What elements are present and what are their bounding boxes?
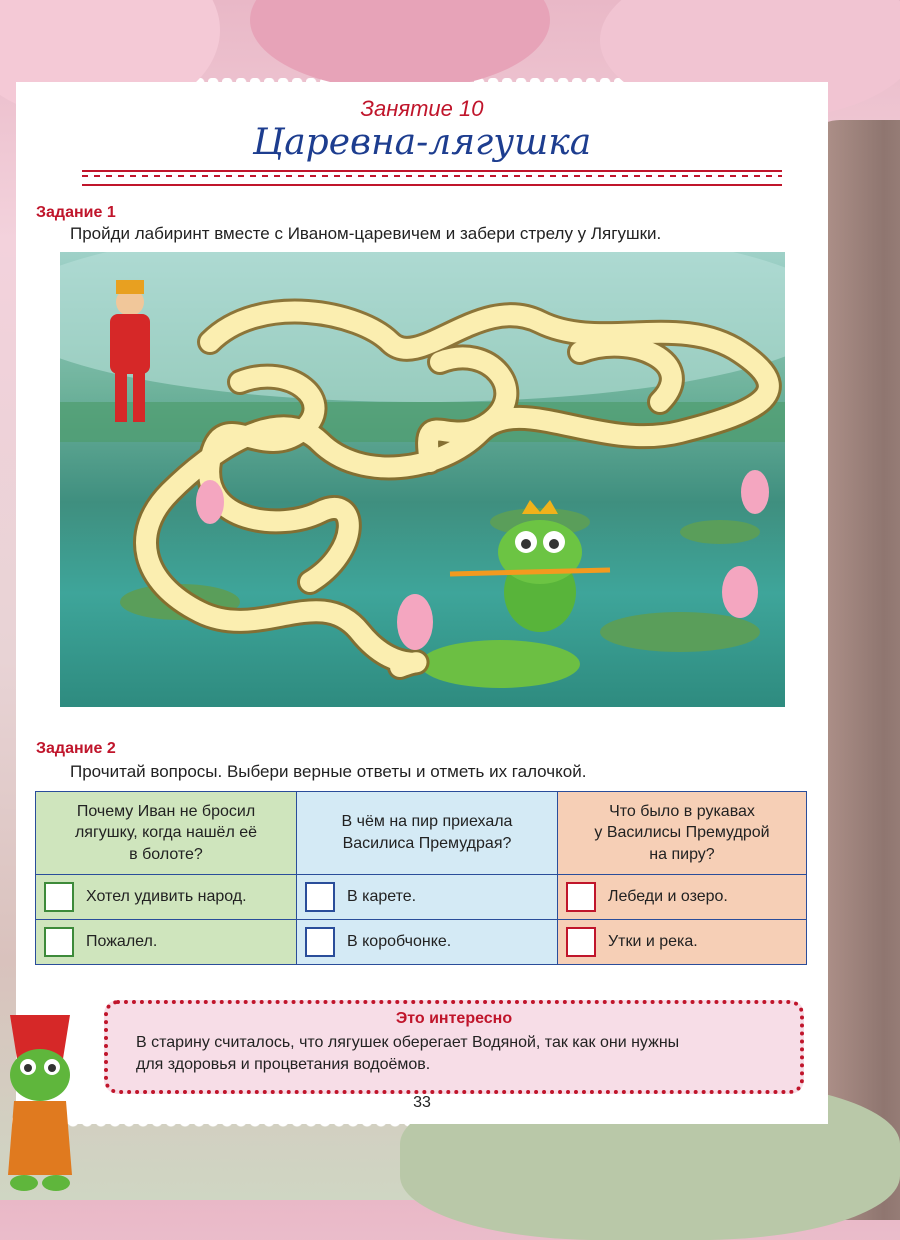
task2-heading: Задание 2 bbox=[36, 740, 116, 757]
question-3: Что было в рукавах у Василисы Премудрой на пиру? bbox=[558, 792, 807, 875]
lesson-number: Занятие 10 bbox=[360, 96, 484, 121]
fact-heading: Это интересно bbox=[395, 1010, 513, 1027]
page-number: 33 bbox=[413, 1094, 431, 1111]
answer-checkbox[interactable] bbox=[566, 882, 596, 912]
maze-svg bbox=[60, 252, 785, 707]
answer-checkbox[interactable] bbox=[566, 927, 596, 957]
page-title: Царевна-лягушка bbox=[252, 122, 592, 163]
answer-checkbox[interactable] bbox=[44, 882, 74, 912]
quiz-table bbox=[35, 791, 807, 965]
answer-option: Хотел удивить народ. bbox=[36, 875, 297, 920]
question-1: Почему Иван не бросил лягушку, когда нашёл её в болоте? bbox=[36, 792, 297, 875]
blossom-decoration bbox=[250, 0, 550, 90]
answer-option: Утки и река. bbox=[558, 920, 807, 965]
answer-option: В карете. bbox=[297, 875, 558, 920]
interesting-fact-box bbox=[104, 1000, 804, 1094]
maze-illustration bbox=[60, 252, 785, 707]
answer-checkbox[interactable] bbox=[305, 882, 335, 912]
task2-text: Прочитай вопросы. Выбери верные ответы и отметь их галочкой. bbox=[70, 762, 587, 781]
answer-checkbox[interactable] bbox=[44, 927, 74, 957]
title-ornament bbox=[82, 170, 782, 186]
answer-option: В коробчонке. bbox=[297, 920, 558, 965]
worksheet-page bbox=[22, 88, 822, 1118]
frog-mascot bbox=[0, 1005, 80, 1195]
answer-option: Пожалел. bbox=[36, 920, 297, 965]
fact-text: В старину считалось, что лягушек оберегает Водяной, так как они нужны для здоровья и процветания водоёмов. bbox=[136, 1034, 680, 1074]
answer-option: Лебеди и озеро. bbox=[558, 875, 807, 920]
task1-text: Пройди лабиринт вместе с Иваном-царевичем и забери стрелу у Лягушки. bbox=[70, 224, 662, 243]
answer-checkbox[interactable] bbox=[305, 927, 335, 957]
task1-heading: Задание 1 bbox=[36, 204, 116, 221]
question-2: В чём на пир приехала Василиса Премудрая? bbox=[297, 792, 558, 875]
lily-pad bbox=[420, 640, 580, 688]
